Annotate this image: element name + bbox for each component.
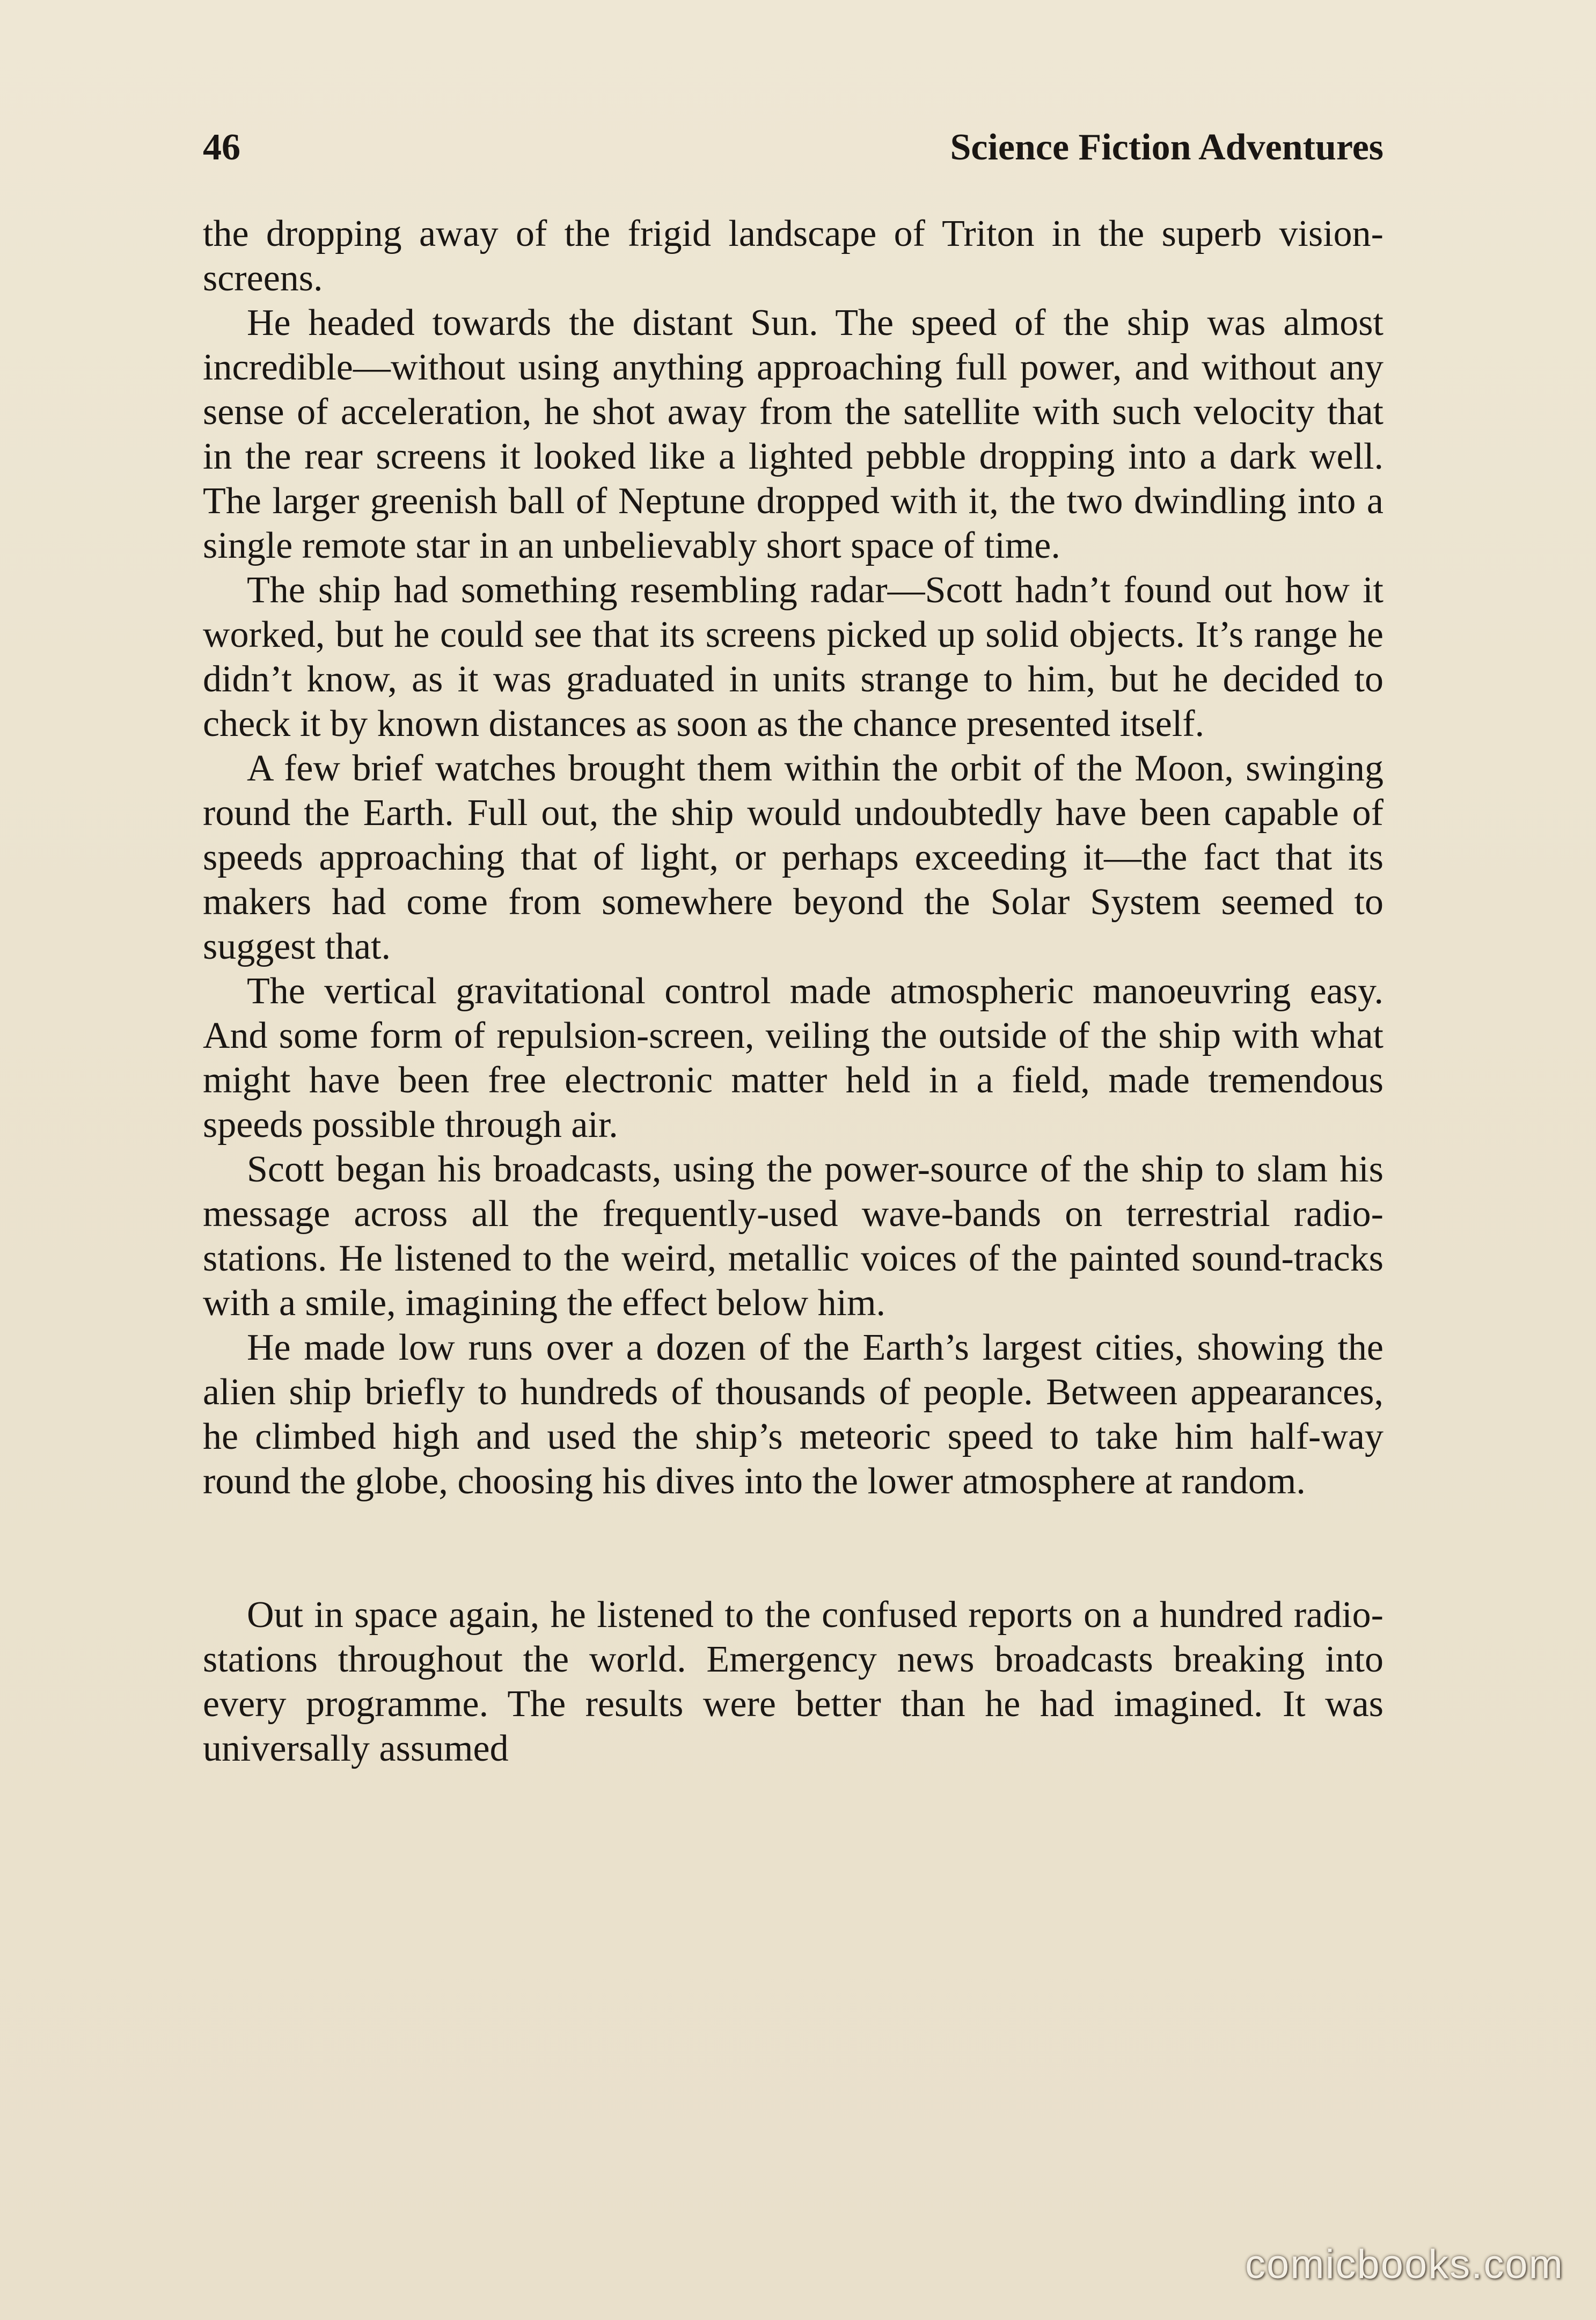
- section-break: [203, 1504, 1383, 1593]
- page-number: 46: [203, 127, 240, 168]
- paragraph: The vertical gravitational control made atmospheric manoeuvring easy. And some form of repulsion-screen, veiling the outside of the ship with what might have been free electronic matter held in a field, made tremendous speeds possible through air.: [203, 971, 1383, 1146]
- paragraph: Out in space again, he listened to the confused reports on a hundred radio-stations throughout the world. Emergency news broadcasts breaking into every programme. The results were better than he had imagined. It was universally assumed: [203, 1594, 1383, 1769]
- paragraph: He headed towards the distant Sun. The speed of the ship was almost incredible—without using anything approaching full power, and without any sense of acceleration, he shot away from the satellite with such velocity that in the rear screens it looked like a lighted pebble dropping into a dark well. The larger greenish ball of Neptune dropped with it, the two dwindling into a single remote star in an unbelievably short space of time.: [203, 302, 1383, 566]
- running-title: Science Fiction Adventures: [950, 127, 1383, 168]
- paragraph: The ship had something resembling radar—Scott hadn’t found out how it worked, but he could see that its screens picked up solid objects. It’s range he didn’t know, as it was graduated in units strange to him, but he decided to check it by known distances as soon as the chance presented itself.: [203, 570, 1383, 745]
- page-header: [203, 118, 1383, 177]
- paragraph: the dropping away of the frigid landscape of Triton in the superb vision-screens.: [203, 213, 1383, 299]
- body-text: [203, 211, 1383, 1771]
- paragraph: Scott began his broadcasts, using the power-source of the ship to slam his message across all the frequently-used wave-bands on terrestrial radio-stations. He listened to the weird, metallic voices of the painted sound-tracks with a smile, imagining the effect below him.: [203, 1149, 1383, 1324]
- paragraph: He made low runs over a dozen of the Earth’s largest cities, showing the alien ship briefly to hundreds of thousands of people. Between appearances, he climbed high and used the ship’s meteoric speed to take him half-way round the globe, choosing his dives into the lower atmosphere at random.: [203, 1327, 1383, 1502]
- paragraph: A few brief watches brought them within the orbit of the Moon, swinging round the Earth. Full out, the ship would undoubtedly have been capable of speeds approaching that of light, or perhaps exceeding it—the fact that its makers had come from somewhere beyond the Solar System seemed to suggest that.: [203, 748, 1383, 967]
- watermark: comicbooks.com: [1245, 2242, 1564, 2287]
